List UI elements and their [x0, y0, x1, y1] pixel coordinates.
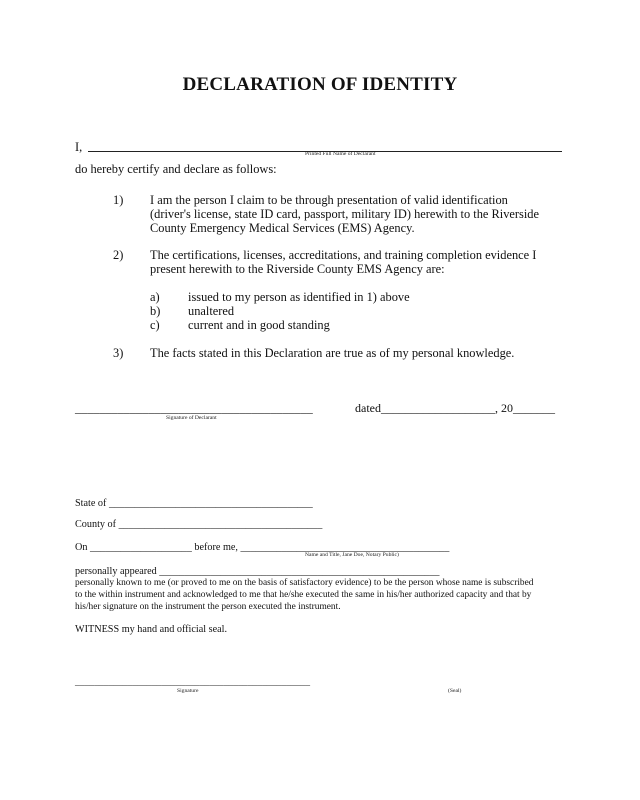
sub-item-text: current and in good standing: [188, 318, 330, 332]
witness-statement: WITNESS my hand and official seal.: [75, 624, 228, 635]
personally-appeared-field[interactable]: personally appeared _______________________________________________________: [75, 566, 440, 577]
notary-signature-caption: Signature: [177, 688, 199, 694]
before-me-field[interactable]: On ____________________ before me, _________________________________________: [75, 542, 450, 553]
sub-item-letter: a): [150, 290, 160, 304]
state-field[interactable]: State of ________________________________________: [75, 498, 313, 509]
item-text-line: County Emergency Medical Services (EMS) Agency.: [150, 221, 415, 235]
sub-item-text: unaltered: [188, 304, 235, 318]
sub-item-letter: b): [150, 304, 161, 318]
item-number: 2): [113, 248, 124, 262]
acknowledgment-line: to the within instrument and acknowledged to me that he/she executed the same in his/her authorized capacity and that by: [75, 590, 532, 600]
declarant-prefix: I,: [75, 140, 83, 154]
item-text-line: present herewith to the Riverside County EMS Agency are:: [150, 262, 445, 276]
item-text-line: The facts stated in this Declaration are true as of my personal knowledge.: [150, 346, 515, 360]
acknowledgment-line: personally known to me (or proved to me on the basis of satisfactory evidence) to be the person whose name is subscribed: [75, 578, 534, 588]
dated-field[interactable]: dated___________________, 20_______: [355, 401, 555, 415]
item-number: 3): [113, 346, 124, 360]
seal-caption: (Seal): [448, 688, 462, 694]
item-text-line: I am the person I claim to be through presentation of valid identification: [150, 193, 508, 207]
item-number: 1): [113, 193, 124, 207]
declarant-name-caption: Printed Full Name of Declarant: [305, 151, 376, 157]
declarant-signature-line[interactable]: _______________________________________: [75, 401, 313, 415]
certify-statement: do hereby certify and declare as follows:: [75, 162, 277, 176]
notary-name-caption: Name and Title, Jane Doe, Notary Public): [305, 552, 399, 558]
item-text-line: (driver's license, state ID card, passport, military ID) herewith to the Riverside: [150, 207, 539, 221]
sub-item-text: issued to my person as identified in 1) above: [188, 290, 410, 304]
county-field[interactable]: County of ________________________________________: [75, 519, 323, 530]
declarant-signature-caption: Signature of Declarant: [166, 415, 217, 421]
acknowledgment-line: his/her signature on the instrument the person executed the instrument.: [75, 602, 341, 612]
sub-item-letter: c): [150, 318, 160, 332]
notary-signature-line[interactable]: _________________________________________________: [75, 677, 311, 688]
item-text-line: The certifications, licenses, accreditations, and training completion evidence I: [150, 248, 537, 262]
page-title: DECLARATION OF IDENTITY: [182, 74, 458, 95]
